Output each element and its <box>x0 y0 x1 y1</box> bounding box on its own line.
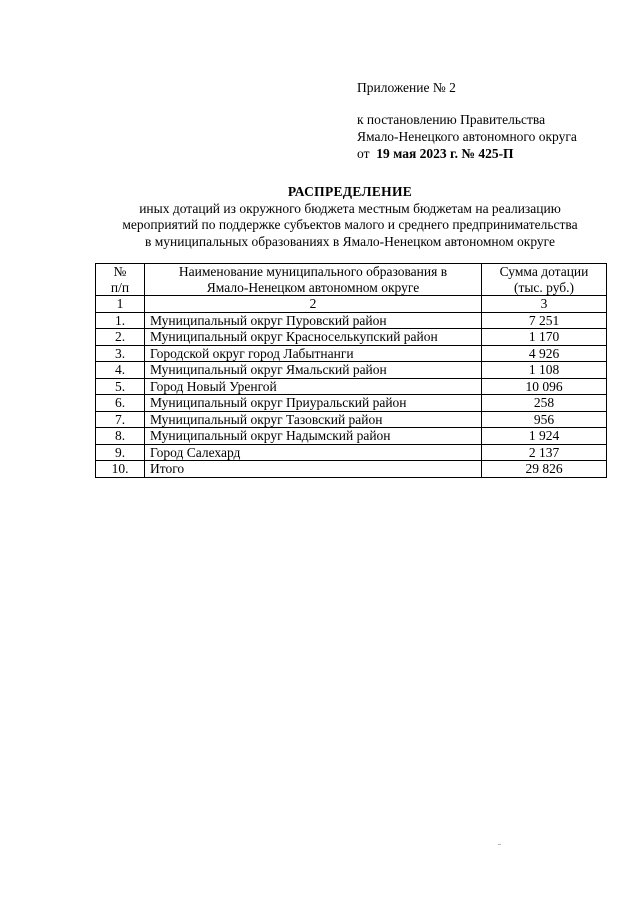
header-sum-line-2: (тыс. руб.) <box>513 279 575 295</box>
column-index-3: 3 <box>482 296 607 313</box>
table-row <box>96 411 607 428</box>
heading-line-2: мероприятий по поддержке субъектов малого и среднего предпринимательства <box>122 217 578 232</box>
scan-speck <box>498 844 501 845</box>
table-header <box>96 264 607 296</box>
heading-line-3: в муниципальных образованиях в Ямало-Ненецком автономном округе <box>144 233 556 249</box>
header-municipality <box>145 264 482 296</box>
row-subsidy: 956 <box>482 411 607 428</box>
header-subsidy-amount <box>482 264 607 296</box>
row-municipality: Муниципальный округ Надымский район <box>145 428 482 445</box>
row-number: 7. <box>96 411 145 428</box>
row-municipality: Муниципальный округ Ямальский район <box>145 362 482 379</box>
document-heading <box>60 184 640 250</box>
row-subsidy: 7 251 <box>482 312 607 329</box>
table-row <box>96 444 607 461</box>
row-number: 1. <box>96 312 145 329</box>
table-row <box>96 378 607 395</box>
document-title: РАСПРЕДЕЛЕНИЕ <box>287 184 413 199</box>
row-number: 3. <box>96 345 145 362</box>
appendix-number: Приложение № 2 <box>357 80 456 95</box>
distribution-table <box>95 263 607 478</box>
row-municipality: Город Новый Уренгой <box>145 378 482 395</box>
row-subsidy: 1 924 <box>482 428 607 445</box>
resolution-reference: к постановлению Правительства <box>357 112 546 127</box>
row-municipality: Муниципальный округ Тазовский район <box>145 411 482 428</box>
resolution-date-line <box>357 145 577 162</box>
header-municipality-line-1: Наименование муниципального образования в <box>178 264 448 279</box>
row-municipality: Муниципальный округ Приуральский район <box>145 395 482 412</box>
row-number: 8. <box>96 428 145 445</box>
resolution-date: 19 мая 2023 г. № 425-П <box>376 146 514 161</box>
header-municipality-line-2: Ямало-Ненецком автономном округе <box>206 279 420 295</box>
row-subsidy: 1 170 <box>482 329 607 346</box>
header-sum-line-1: Сумма дотации <box>499 264 589 279</box>
row-subsidy: 4 926 <box>482 345 607 362</box>
table-header-row <box>96 264 607 296</box>
header-number-line-1: № <box>113 264 127 279</box>
appendix-block <box>357 79 577 162</box>
table-row-total <box>96 461 607 478</box>
row-municipality: Город Салехард <box>145 444 482 461</box>
row-total-sum: 29 826 <box>482 461 607 478</box>
table-row <box>96 362 607 379</box>
header-number-line-2: п/п <box>110 279 130 295</box>
appendix-gap <box>357 96 577 111</box>
row-number: 9. <box>96 444 145 461</box>
date-prefix: от <box>357 146 370 161</box>
row-number: 4. <box>96 362 145 379</box>
row-municipality: Городской округ город Лабытнанги <box>145 345 482 362</box>
row-number: 5. <box>96 378 145 395</box>
government-name: Ямало-Ненецкого автономного округа <box>357 129 577 144</box>
row-number: 10. <box>96 461 145 478</box>
table-row <box>96 395 607 412</box>
table-row <box>96 428 607 445</box>
row-municipality: Муниципальный округ Красноселькупский район <box>145 329 482 346</box>
table-row <box>96 312 607 329</box>
row-total-label: Итого <box>145 461 482 478</box>
row-subsidy: 258 <box>482 395 607 412</box>
row-number: 6. <box>96 395 145 412</box>
column-index-row <box>96 296 607 313</box>
row-subsidy: 1 108 <box>482 362 607 379</box>
table-row <box>96 329 607 346</box>
heading-line-1: иных дотаций из окружного бюджета местным бюджетам на реализацию <box>139 200 561 216</box>
row-subsidy: 10 096 <box>482 378 607 395</box>
row-municipality: Муниципальный округ Пуровский район <box>145 312 482 329</box>
column-index-2: 2 <box>145 296 482 313</box>
table-body <box>96 296 607 478</box>
column-index-1: 1 <box>96 296 145 313</box>
row-subsidy: 2 137 <box>482 444 607 461</box>
table-row <box>96 345 607 362</box>
row-number: 2. <box>96 329 145 346</box>
header-number <box>96 264 145 296</box>
